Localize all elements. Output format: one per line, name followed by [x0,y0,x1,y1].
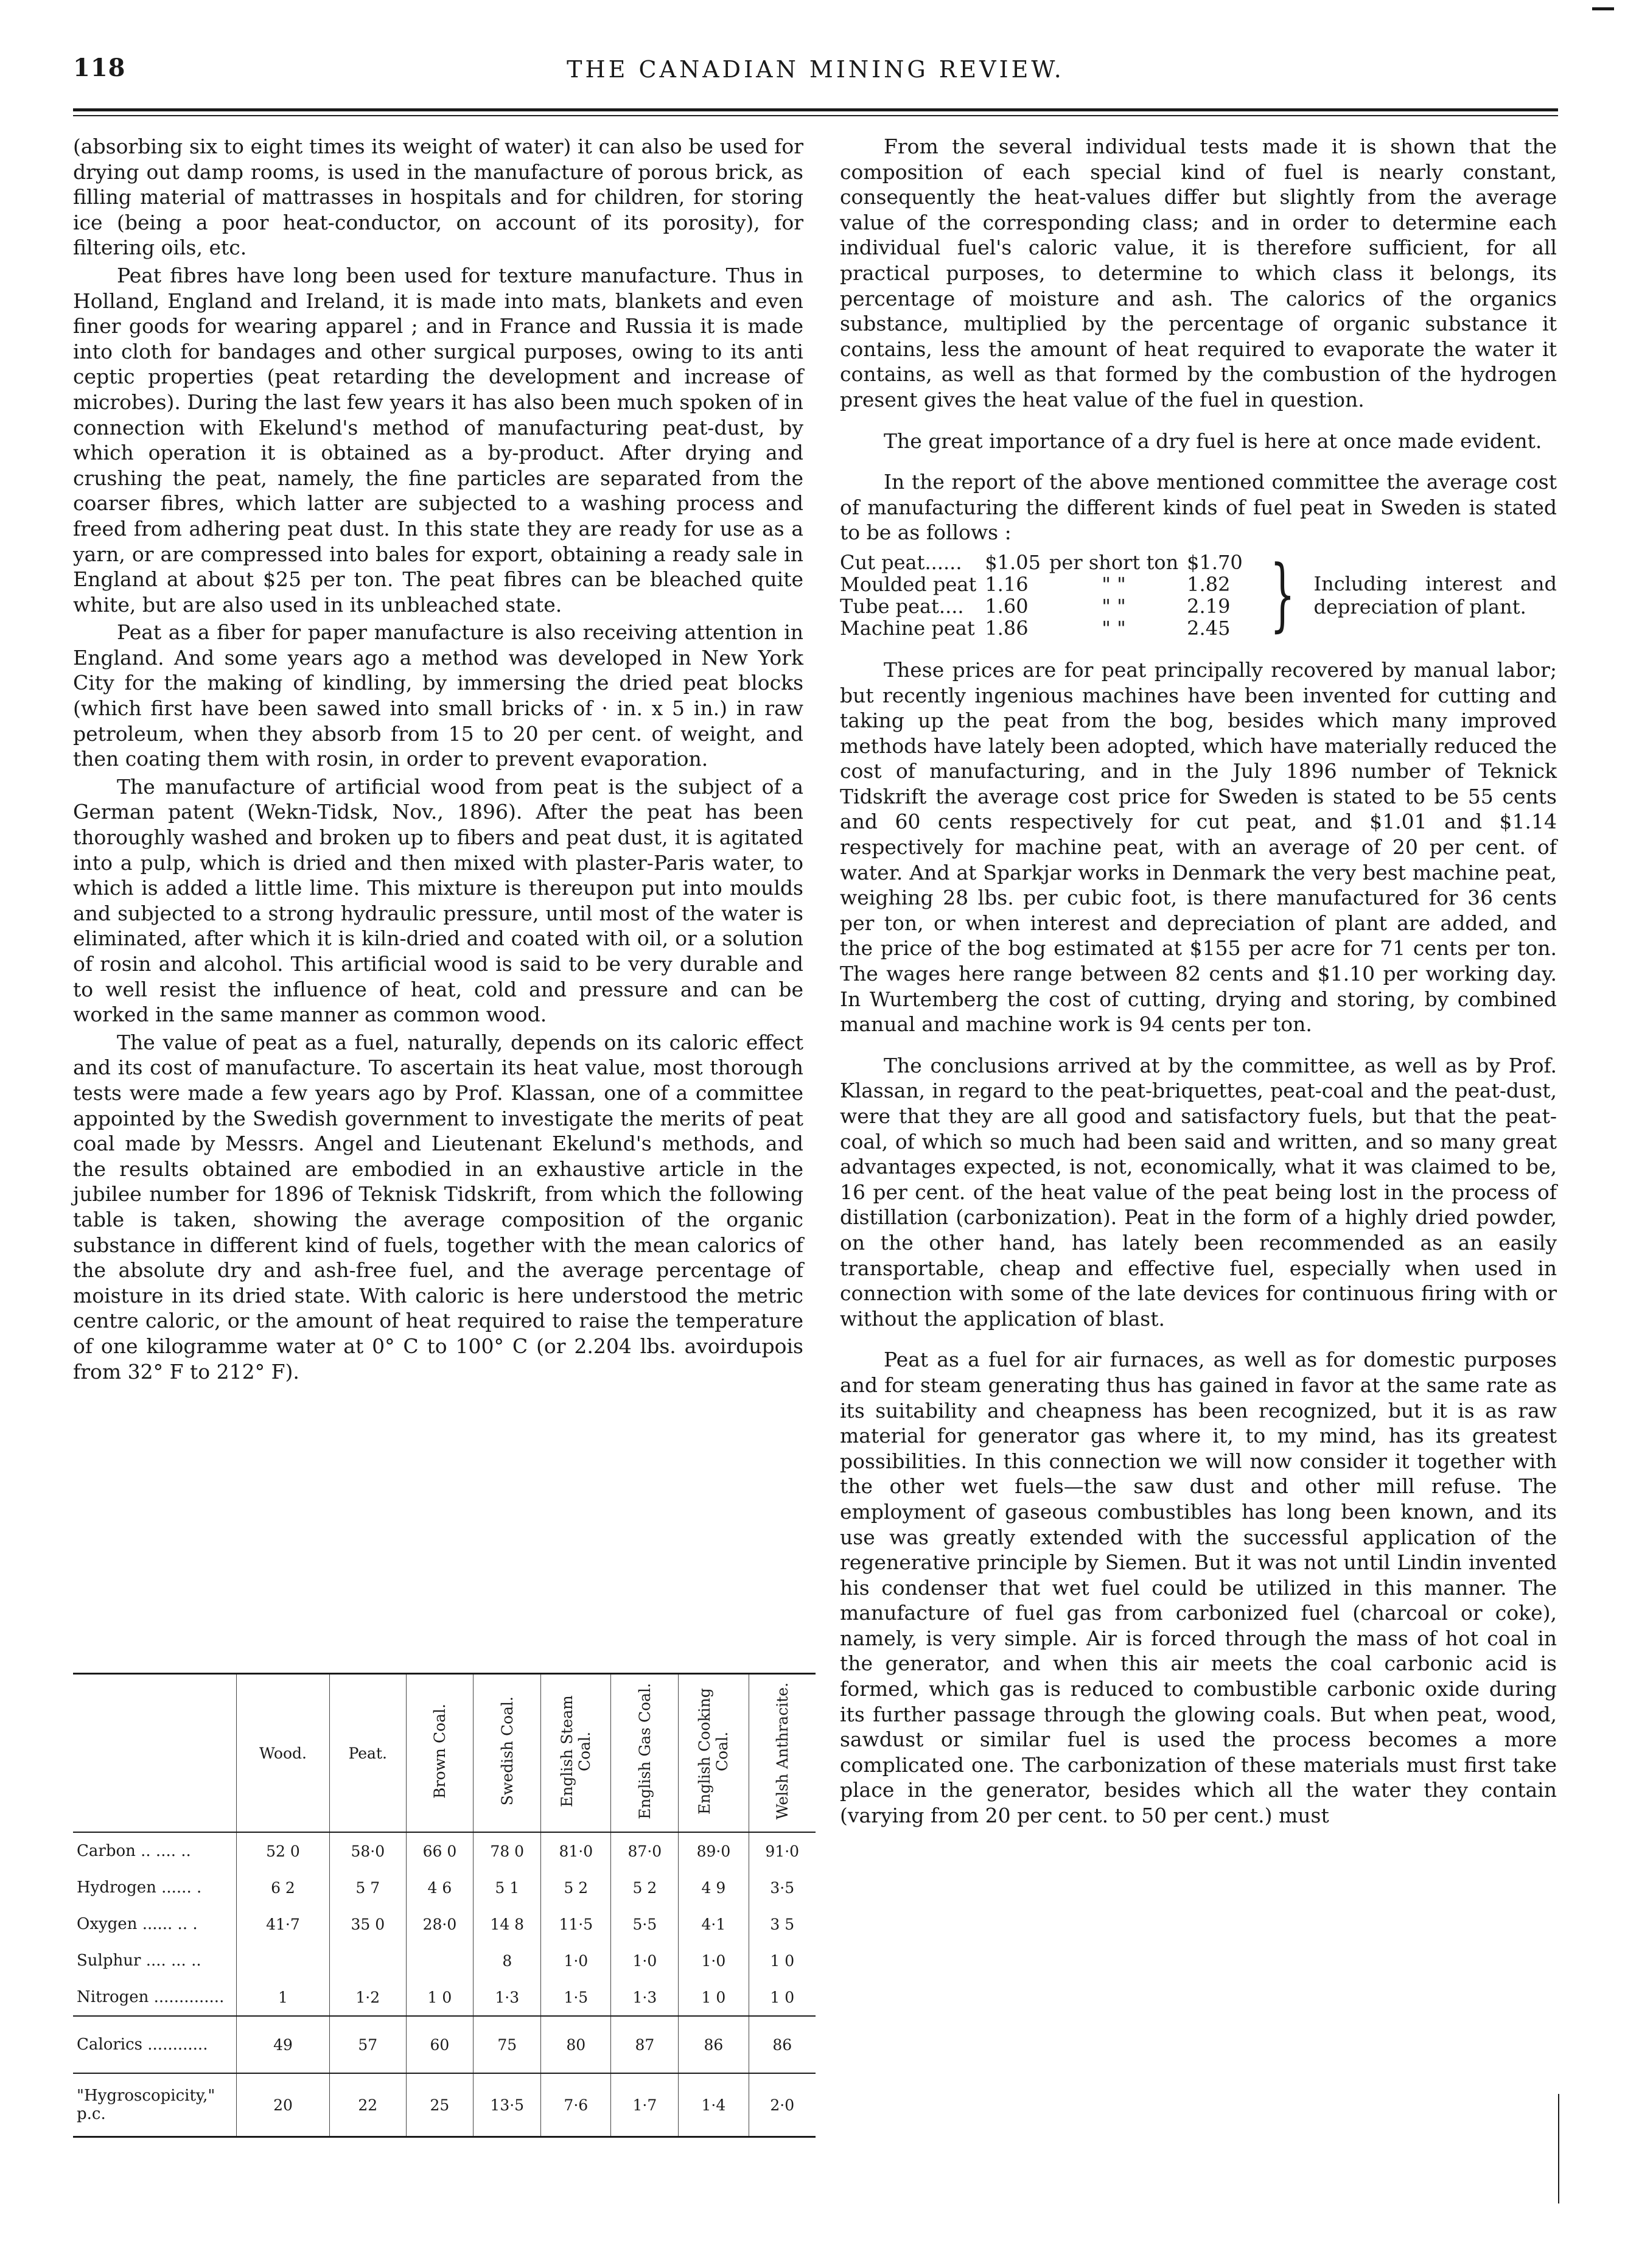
margin-mark [1558,2094,1559,2203]
column-header: English Steam Coal. [541,1674,611,1833]
table-cell: 87·0 [611,1832,679,1869]
page-number: 118 [73,54,126,82]
table-cell: 4 9 [679,1869,749,1906]
table-cell: 4·1 [679,1906,749,1942]
table-cell: 5 7 [330,1869,406,1906]
table-cell: 1·0 [611,1942,679,1979]
table-cell: 1·5 [541,1979,611,2016]
table-row-calorics [73,2016,816,2073]
cost-row [840,617,1251,639]
table-cell: 87 [611,2016,679,2073]
table-cell: 81·0 [541,1832,611,1869]
table-cell: 89·0 [679,1832,749,1869]
cost-unit: " " [1102,594,1126,618]
table-cell: 5 2 [541,1869,611,1906]
cost-row [840,551,1251,573]
column-header: English Gas Coal. [611,1674,679,1833]
paragraph: From the several individual tests made it is shown that the composition of each special kind of fuel is nearly constant, consequently the heat-values differ but slightly from the average value of the corresponding class; and in order to determine each individual fuel's caloric value, it is therefore sufficient, for all practical purposes, to determine to which class it belongs, its percentage of moisture and ash. The calorics of the organics substance, multiplied by the percentage of organic substance it contains, less the amount of heat required to evaporate the water it contains, as well as that formed by the combustion of the hydrogen present gives the heat value of the fuel in question. [840,135,1557,411]
column-header: Swedish Coal. [474,1674,541,1833]
table-cell: 41·7 [236,1906,329,1942]
table-row [73,1906,816,1942]
table-cell: 4 6 [406,1869,474,1906]
table-cell: 86 [749,2016,816,2073]
table-cell: 1 [236,1979,329,2016]
cost-low: 1.16 [985,572,1029,596]
left-column [73,134,803,1384]
table-row [73,1869,816,1906]
header-rule-thin [73,115,1558,116]
cost-high: 2.19 [1187,594,1231,618]
paragraph: Peat fibres have long been used for texture manufacture. Thus in Holland, England and Ireland, it is made into mats, blankets and even finer goods for wearing apparel ; and in France and Russia it is made into cloth for bandages and other surgical purposes, owing to its anti ceptic properties (peat retarding the development and increase of microbes). During the last few years it has also been much spoken of in connection with Ekelund's method of manufacturing peat-dust, by which operation it is obtained as a by-product. After drying and crushing the peat, namely, the fine particles are separated from the coarser fibres, which latter are subjected to a washing process and freed from adhering peat dust. In this state they are ready for use as a yarn, or are compressed into bales for export, obtaining a ready sale in England at about $25 per ton. The peat fibres can be bleached quite white, but are also used in its unbleached state. [73,263,803,617]
cost-unit: " " [1102,572,1126,596]
table-cell: 5 1 [474,1869,541,1906]
row-label: Hydrogen ...... . [77,1878,202,1897]
table-cell: 1·7 [611,2073,679,2137]
table-cell: 1·4 [679,2073,749,2137]
table-cell: 57 [330,2016,406,2073]
table-header-row [73,1674,816,1833]
cost-row [840,573,1251,595]
paragraph: (absorbing six to eight times its weight of water) it can also be used for drying out damp rooms, is used in the manufacture of porous brick, as filling material of mattrasses in hospitals and for children, for storing ice (being a poor heat-conductor, on account of its porosity), for filtering oils, etc. [73,135,803,260]
cost-note: Including interest and depreciation of plant. [1313,572,1557,618]
cost-high: $1.70 [1187,550,1243,574]
row-label: Nitrogen .............. [77,1988,225,2006]
column-header-blank [73,1674,236,1833]
table-cell: 14 8 [474,1906,541,1942]
table-cell: 1·0 [679,1942,749,1979]
table-cell: 86 [679,2016,749,2073]
column-header: English Cooking Coal. [679,1674,749,1833]
table-cell: 66 0 [406,1832,474,1869]
table-cell: 1·3 [474,1979,541,2016]
table-cell: 35 0 [330,1906,406,1942]
paragraph: The conclusions arrived at by the committee, as well as by Prof. Klassan, in regard to the peat-briquettes, peat-coal and the peat-dust, were that they are all good and satisfactory fuels, but that the peat-coal, of which so much had been said and written, and so many great advantages expected, is not, economically, what it was claimed to be, 16 per cent. of the heat value of the peat being lost in the process of distillation (carbonization). Peat in the form of a highly dried powder, on the other hand, has lately been recommended as an easily transportable, cheap and effective fuel, especially when used in connection with some of the late devices for continuous firing with or without the application of blast. [840,1053,1557,1331]
paragraph: Peat as a fiber for paper manufacture is also receiving attention in England. And some years ago a method was developed in New York City for the making of kindling, by immersing the dried peat blocks (which first have been sawed into small bricks of · in. x 5 in.) in raw petroleum, when they absorb from 15 to 20 per cent. of weight, and then coating them with rosin, in order to prevent evaporation. [73,620,803,771]
table-cell: 5 2 [611,1869,679,1906]
table-cell: 3·5 [749,1869,816,1906]
table-cell: 6 2 [236,1869,329,1906]
table-cell: 11·5 [541,1906,611,1942]
table-cell: 1·2 [330,1979,406,2016]
table-row [73,1942,816,1979]
table-cell: 25 [406,2073,474,2137]
page-header [73,54,1558,96]
cost-kind: Machine peat [840,616,975,640]
table-cell: 2·0 [749,2073,816,2137]
table-cell: 3 5 [749,1906,816,1942]
table-cell: 52 0 [236,1832,329,1869]
table-cell: 1 0 [679,1979,749,2016]
table-cell: 8 [474,1942,541,1979]
table-cell [236,1942,329,1979]
table-cell: 1 0 [749,1942,816,1979]
running-title: THE CANADIAN MINING REVIEW. [567,56,1064,83]
paragraph: The manufacture of artificial wood from peat is the subject of a German patent (Wekn-Tidsk, Nov., 1896). After the peat has been thoroughly washed and broken up to fibers and peat dust, it is agitated into a pulp, which is dried and then mixed with plaster-Paris water, to which is added a little lime. This mixture is thereupon put into moulds and subjected to a strong hydraulic pressure, until most of the water is eliminated, after which it is kiln-dried and coated with oil, or a solution of rosin and alcohol. This artificial wood is said to be very durable and to well resist the influence of heat, cold and pressure and can be worked in the same manner as common wood. [73,774,803,1027]
cost-unit: " " [1102,616,1126,640]
table-cell: 20 [236,2073,329,2137]
table-cell: 1 0 [749,1979,816,2016]
cost-kind: Moulded peat [840,572,977,596]
table-row-hygroscopicity [73,2073,816,2137]
paragraph: In the report of the above mentioned committee the average cost of manufacturing the different kinds of fuel peat in Sweden is stated to be as follows : [840,470,1557,545]
table-row [73,1832,816,1869]
cost-high: 2.45 [1187,616,1231,640]
table-cell: 91·0 [749,1832,816,1869]
right-column [840,134,1557,1829]
cost-row [840,595,1251,617]
corner-mark [1592,7,1614,10]
column-header: Peat. [330,1674,406,1833]
row-label: Sulphur .... ... .. [77,1951,201,1970]
paragraph: Peat as a fuel for air furnaces, as well as for domestic purposes and for steam generating thus has gained in favor at the same rate as its suitability and cheapness has been recognized, but it is as raw material for generator gas where it, to my mind, has its greatest possibilities. In this connection we will now consider it together with the other wet fuels—the saw dust and other mill refuse. The employment of gaseous combustibles has long been known, and its use was greatly extended with the successful application of the regenerative principle by Siemen. But it was not until Lindin invented his condenser that wet fuel could be utilized in this manner. The manufacture of fuel gas from carbonized fuel (charcoal or coke), namely, is very simple. Air is forced through the mass of hot coal in the generator, and when this air meets the coal carbonic acid is formed, which gas is reduced to combustible carbonic oxide during its further passage through the glowing coals. But when peat, wood, sawdust or similar fuel is used the process becomes a more complicated one. The carbonization of these materials must first take place in the generator, besides which all the water they contain (varying from 20 per cent. to 50 per cent.) must [840,1348,1557,1828]
cost-unit: per short ton [1049,550,1179,574]
fuel-composition-table [73,1673,816,2138]
table-cell [330,1942,406,1979]
table-cell: 1·3 [611,1979,679,2016]
column-header: Brown Coal. [406,1674,474,1833]
paragraph: These prices are for peat principally recovered by manual labor; but recently ingenious machines have been invented for cutting and taking up the peat from the bog, besides which many improved methods have lately been adopted, which have materially reduced the cost of manufacturing, and in the July 1896 number of Teknick Tidskrift the average cost price for Sweden is stated to be 55 cents and 60 cents respectively for cut peat, and $1.01 and $1.14 respectively for machine peat, with an average of 20 per cent. of water. And at Sparkjar works in Denmark the very best machine peat, weighing 28 lbs. per cubic foot, is there manufactured for 36 cents per ton, or when interest and depreciation of plant are added, and the price of the bog estimated at $155 per acre for 71 cents per ton. The wages here range between 82 cents and $1.10 per working day. In Wurtemberg the cost of cutting, drying and storing, by combined manual and machine work is 94 cents per ton. [840,657,1557,1037]
cost-high: 1.82 [1187,572,1231,596]
paragraph: The value of peat as a fuel, naturally, depends on its caloric effect and its cost of manufacture. To ascertain its heat value, most thorough tests were made a few years ago by Prof. Klassan, one of a committee appointed by the Swedish government to investigate the merits of peat coal made by Messrs. Angel and Lieutenant Ekelund's methods, and the results obtained are embodied in an exhaustive article in the jubilee number for 1896 of Teknisk Tidskrift, from which the following table is taken, showing the average composition of the organic substance in different kind of fuels, together with the mean calorics of the absolute dry and ash-free fuel, and the average percentage of moisture in its dried state. With caloric is here understood the metric centre caloric, or the amount of heat required to raise the temperature of one kilogramme water at 0° C to 100° C (or 2.204 lbs. avoirdupois from 32° F to 212° F). [73,1030,803,1384]
column-header: Welsh Anthracite. [749,1674,816,1833]
table-cell: 5·5 [611,1906,679,1942]
table-cell: 13·5 [474,2073,541,2137]
table-cell: 58·0 [330,1832,406,1869]
cost-kind: Cut peat...... [840,550,962,574]
row-label: Calorics ............ [73,2016,236,2073]
cost-low: 1.60 [985,594,1029,618]
peat-cost-table [840,547,1557,640]
cost-low: 1.86 [985,616,1029,640]
brace-icon: } [1270,547,1295,640]
table-cell: 49 [236,2016,329,2073]
cost-low: $1.05 [985,550,1041,574]
column-header: Wood. [236,1674,329,1833]
row-label: Oxygen ...... .. . [77,1915,198,1933]
table-cell: 1·0 [541,1942,611,1979]
table-cell: 78 0 [474,1832,541,1869]
table-cell: 28·0 [406,1906,474,1942]
row-label: Carbon .. .... .. [77,1842,191,1860]
table-cell: 7·6 [541,2073,611,2137]
cost-kind: Tube peat.... [840,594,964,618]
table-cell: 60 [406,2016,474,2073]
table-cell: 75 [474,2016,541,2073]
header-rule-thick [73,108,1558,111]
row-label: "Hygroscopicity," p.c. [73,2073,236,2137]
table-cell: 22 [330,2073,406,2137]
table-cell: 80 [541,2016,611,2073]
table-cell [406,1942,474,1979]
table-row [73,1979,816,2016]
table-cell: 1 0 [406,1979,474,2016]
paragraph: The great importance of a dry fuel is here at once made evident. [884,429,1542,453]
